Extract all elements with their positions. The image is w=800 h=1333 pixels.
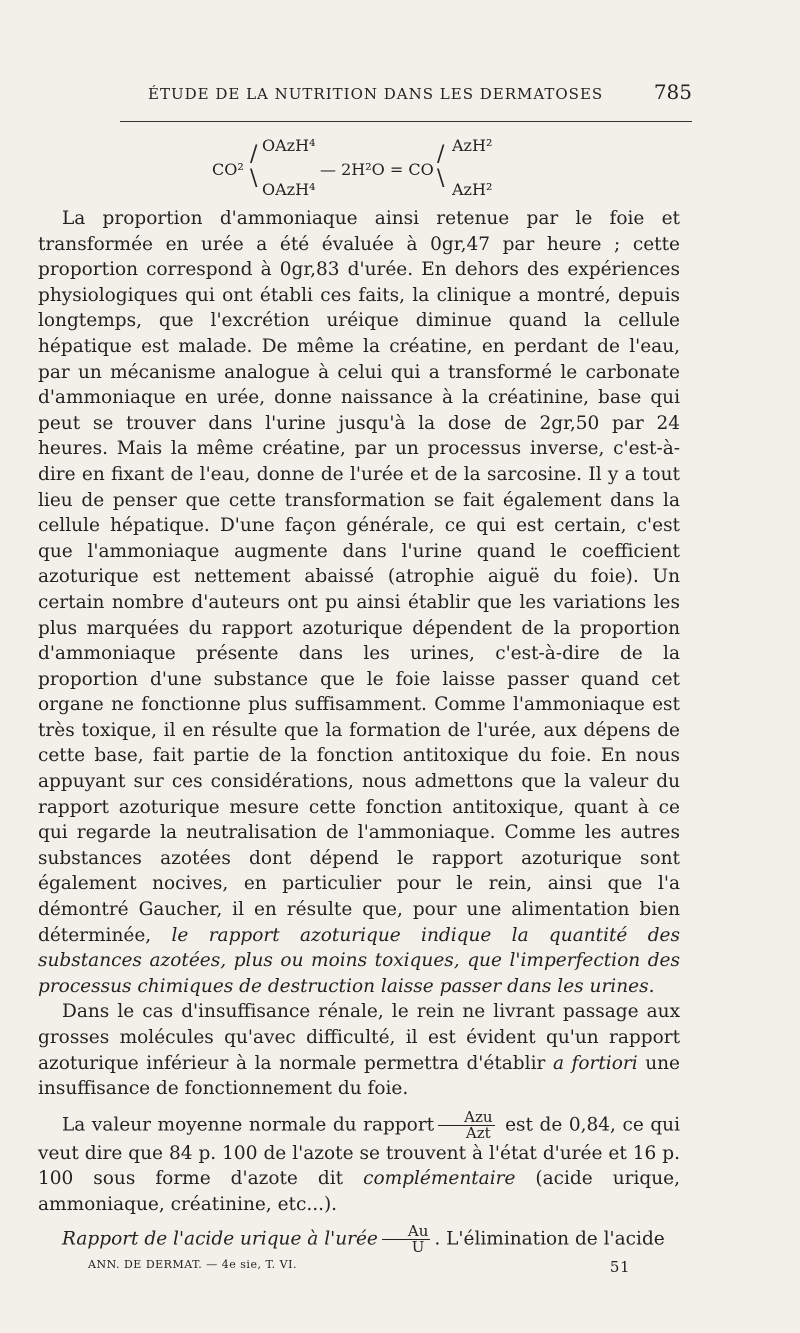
- formula-bond-up-2: /: [437, 142, 445, 167]
- paragraph-1: [38, 206, 680, 999]
- body-text: [38, 206, 680, 1255]
- paragraph-2-end: une insuffisance de fonctionnement du foie.: [38, 1052, 680, 1100]
- paragraph-4: [38, 1221, 680, 1256]
- formula-oazh4-top: OAzH⁴: [262, 136, 316, 155]
- formula-bond-down: \: [250, 166, 258, 191]
- page-number: 785: [653, 80, 692, 104]
- formula-co2: CO²: [212, 160, 244, 179]
- paragraph-3-text-c: (acide urique, ammoniaque, créatinine, etc...).: [38, 1168, 680, 1215]
- paragraph-2-emphasis: a fortiori: [552, 1052, 638, 1074]
- paragraph-3-emphasis: complémentaire: [363, 1168, 516, 1190]
- ratio-denominator: Azt: [465, 1123, 491, 1142]
- formula-azh2-bottom: AzH²: [452, 180, 493, 199]
- journal-reference: ANN. DE DERMAT. — 4e sie, T. VI.: [88, 1258, 297, 1271]
- paragraph-4-text: . L'élimination de l'acide: [434, 1228, 665, 1250]
- formula-minus-water: — 2H²O = CO: [320, 160, 434, 179]
- uric-ratio-denominator: U: [411, 1237, 425, 1256]
- paragraph-1-text: La proportion d'ammoniaque ainsi retenue par le foie et transformée en urée a été évaluée à 0gr,47 par heure ; cette proportion correspond à 0gr,83 d'urée. En dehors des expériences physiologiques qui ont établi ces faits, la clinique a montré, depuis longtemps, que l'excrétion uréique diminue quand la cellule hépatique est malade. De même la créatine, en perdant de l'eau, par un mécanisme analogue à celui qui a transformé le carbonate d'ammoniaque en urée, donne naissance à la créatinine, base qui peut se trouver dans l'urine jusqu'à la dose de 2gr,50 par 24 heures. Mais la même créatine, par un processus inverse, c'est-à-dire en fixant de l'eau, donne de l'urée et de la sarcosine. Il y a tout lieu de penser que cette transformation se fait également dans la cellule hépatique. D'une façon générale, ce qui est certain, c'est que l'ammoniaque augmente dans l'urine quand le coefficient azoturique est nettement abaissé (atrophie aiguë du foie). Un certain nombre d'auteurs ont pu ainsi établir que les variations les plus marquées du rapport azoturique dépendent de la proportion d'ammoniaque présente dans les urines, c'est-à-dire de la proportion d'une substance que le foie laisse passer quand cet organe ne fonctionne plus suffisamment. Comme l'ammoniaque est très toxique, il en résulte que la formation de l'urée, aux dépens de cette base, fait partie de la fonction antitoxique du foie. En nous appuyant sur ces considérations, nous admettons que la valeur du rapport azoturique mesure cette fonction antitoxique, quant à ce qui regarde la neutralisation de l'ammoniaque. Comme les autres substances azotées dont dépend le rapport azoturique sont également nocives, en particulier pour le rein, ainsi que l'a démontré Gaucher, il en résulte que, pour une alimentation bien déterminée,: [38, 208, 680, 946]
- ratio-fraction: [438, 1107, 494, 1142]
- paragraph-3-text-a: La valeur moyenne normale du rapport: [62, 1114, 435, 1136]
- paragraph-1-emphasis: le rapport azoturique indique la quantité des substances azotées, plus ou moins toxiques, que l'imperfection des processus chimiques de destruction laisse passer dans les urines.: [38, 924, 680, 997]
- uric-ratio-numerator: Au: [382, 1224, 431, 1240]
- paragraph-2: [38, 999, 680, 1101]
- signature-mark: 51: [609, 1258, 630, 1276]
- paragraph-2-text: Dans le cas d'insuffisance rénale, le rein ne livrant passage aux grosses molécules qu'avec difficulté, il est évident qu'un rapport azoturique inférieur à la normale permettra d'établir: [38, 1001, 680, 1074]
- header-rule: [120, 121, 692, 122]
- formula-azh2-top: AzH²: [452, 136, 493, 155]
- running-header: [120, 80, 692, 104]
- running-title: ÉTUDE DE LA NUTRITION DANS LES DERMATOSES: [148, 85, 604, 103]
- uric-ratio-fraction: [382, 1221, 431, 1256]
- page-footer: [88, 1258, 630, 1276]
- formula-oazh4-bottom: OAzH⁴: [262, 180, 316, 199]
- formula-bond-down-2: \: [437, 166, 445, 191]
- paragraph-3-text-b: est de 0,84, ce qui veut dire que 84 p. 100 de l'azote se trouvent à l'état d'urée et 16 p. 100 sous forme d'azote dit: [38, 1114, 681, 1190]
- paragraph-3: [38, 1107, 681, 1218]
- paragraph-4-emphasis: Rapport de l'acide urique à l'urée: [62, 1228, 378, 1250]
- formula-bond-up: /: [250, 142, 258, 167]
- ratio-numerator: Azu: [438, 1110, 494, 1126]
